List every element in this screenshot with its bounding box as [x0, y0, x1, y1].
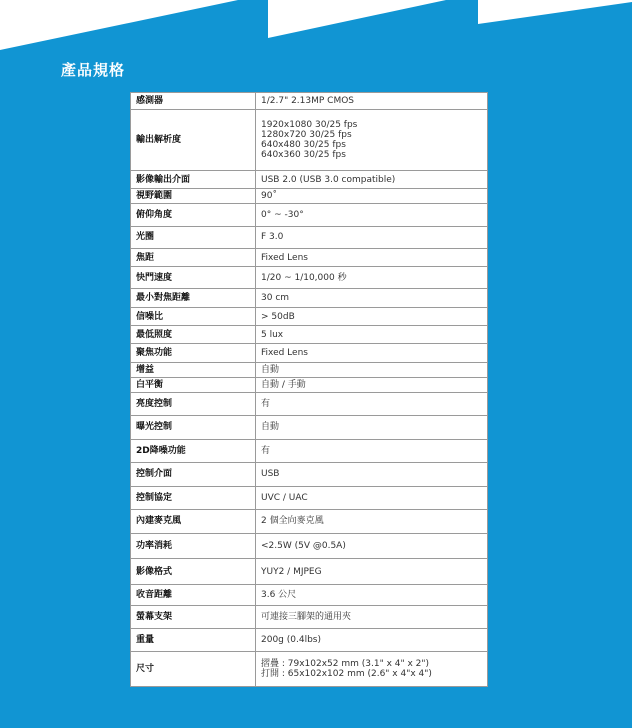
spec-label: 螢幕支架 — [131, 606, 256, 628]
spec-label: 影像格式 — [131, 559, 256, 585]
spec-value — [256, 326, 488, 344]
spec-value — [256, 463, 488, 487]
spec-row — [131, 171, 488, 189]
spec-label: 尺寸 — [131, 652, 256, 687]
spec-label: 功率消耗 — [131, 533, 256, 559]
spec-row — [131, 308, 488, 326]
spec-value — [256, 628, 488, 652]
spec-row — [131, 463, 488, 487]
spec-row — [131, 606, 488, 628]
spec-value-line: 2 個全向麥克風 — [261, 516, 324, 527]
white-stripe-right — [478, 0, 632, 24]
spec-row — [131, 510, 488, 534]
spec-label: 影像輸出介面 — [131, 171, 256, 189]
spec-label: 增益 — [131, 362, 256, 377]
spec-value-line: 有 — [261, 398, 271, 409]
spec-label: 白平衡 — [131, 377, 256, 392]
spec-value-line: 5 lux — [261, 329, 284, 340]
spec-value — [256, 416, 488, 440]
header-decoration — [0, 0, 632, 60]
spec-value — [256, 392, 488, 416]
section-title: 產品規格 — [61, 61, 126, 79]
spec-value-line: YUY2 / MJPEG — [261, 566, 322, 577]
spec-label: 2D降噪功能 — [131, 439, 256, 463]
spec-table-body — [131, 93, 488, 687]
spec-value — [256, 226, 488, 248]
spec-value-line: USB — [261, 469, 280, 480]
spec-row — [131, 486, 488, 510]
spec-label: 曝光控制 — [131, 416, 256, 440]
spec-label: 焦距 — [131, 249, 256, 267]
spec-row — [131, 439, 488, 463]
spec-label: 重量 — [131, 628, 256, 652]
spec-row — [131, 628, 488, 652]
spec-label: 光圈 — [131, 226, 256, 248]
spec-label: 控制協定 — [131, 486, 256, 510]
spec-label: 內建麥克風 — [131, 510, 256, 534]
spec-value-line: 打開 : 65x102x102 mm (2.6" x 4"x 4") — [261, 669, 432, 680]
spec-value-line: Fixed Lens — [261, 252, 308, 263]
spec-value-line: 自動 / 手動 — [261, 379, 306, 390]
spec-value-line: 640x360 30/25 fps — [261, 150, 346, 161]
spec-label: 視野範圍 — [131, 189, 256, 204]
spec-value — [256, 533, 488, 559]
spec-value-line: 有 — [261, 445, 271, 456]
spec-value — [256, 267, 488, 288]
spec-value — [256, 486, 488, 510]
spec-row — [131, 416, 488, 440]
spec-value-line: Fixed Lens — [261, 348, 308, 358]
spec-value — [256, 93, 488, 110]
spec-value — [256, 559, 488, 585]
spec-label: 俯仰角度 — [131, 204, 256, 226]
spec-row — [131, 226, 488, 248]
spec-value-line: 3.6 公尺 — [261, 590, 297, 601]
spec-row — [131, 110, 488, 171]
spec-value-line: 摺疊 : 79x102x52 mm (3.1" x 4" x 2") — [261, 659, 430, 670]
spec-value — [256, 308, 488, 326]
spec-value-line: F 3.0 — [261, 232, 284, 243]
spec-value — [256, 344, 488, 362]
spec-value-line: <2.5W (5V @0.5A) — [261, 541, 346, 552]
spec-value-line: > 50dB — [261, 311, 295, 322]
spec-label: 最低照度 — [131, 326, 256, 344]
spec-row — [131, 204, 488, 226]
spec-value-line: 640x480 30/25 fps — [261, 140, 346, 151]
spec-label: 收音距離 — [131, 585, 256, 606]
spec-value — [256, 362, 488, 377]
spec-row — [131, 189, 488, 204]
spec-row — [131, 267, 488, 288]
spec-value — [256, 585, 488, 606]
spec-label: 輸出解析度 — [131, 110, 256, 171]
spec-row — [131, 93, 488, 110]
spec-label: 控制介面 — [131, 463, 256, 487]
spec-label: 最小對焦距離 — [131, 288, 256, 307]
spec-row — [131, 288, 488, 307]
spec-row — [131, 585, 488, 606]
spec-row — [131, 344, 488, 362]
spec-label: 快門速度 — [131, 267, 256, 288]
spec-value-line: 1/2.7" 2.13MP CMOS — [261, 96, 355, 107]
spec-label: 亮度控制 — [131, 392, 256, 416]
spec-row — [131, 377, 488, 392]
spec-label: 信噪比 — [131, 308, 256, 326]
spec-row — [131, 362, 488, 377]
spec-value — [256, 110, 488, 171]
white-stripe-middle — [268, 0, 446, 38]
spec-value-line: 1920x1080 30/25 fps — [261, 120, 358, 131]
spec-value — [256, 288, 488, 307]
spec-value — [256, 510, 488, 534]
spec-value — [256, 204, 488, 226]
spec-value — [256, 249, 488, 267]
spec-value — [256, 189, 488, 204]
spec-row — [131, 392, 488, 416]
spec-value — [256, 652, 488, 687]
spec-row — [131, 249, 488, 267]
spec-row — [131, 652, 488, 687]
spec-value-line: 200g (0.4lbs) — [261, 635, 321, 646]
spec-value-line: 90˚ — [261, 191, 277, 202]
spec-value-line: USB 2.0 (USB 3.0 compatible) — [261, 174, 396, 185]
spec-value — [256, 171, 488, 189]
spec-value-line: 1/20 ~ 1/10,000 秒 — [261, 272, 347, 283]
spec-value — [256, 439, 488, 463]
spec-value-line: 自動 — [261, 364, 280, 375]
spec-value — [256, 606, 488, 628]
spec-value-line: 1280x720 30/25 fps — [261, 130, 352, 141]
spec-row — [131, 326, 488, 344]
spec-value-line: 自動 — [261, 422, 280, 433]
spec-label: 聚焦功能 — [131, 344, 256, 362]
white-stripe-left — [0, 0, 238, 50]
spec-value — [256, 377, 488, 392]
spec-row — [131, 559, 488, 585]
spec-value-line: UVC / UAC — [261, 492, 308, 503]
spec-table — [130, 92, 488, 687]
spec-row — [131, 533, 488, 559]
spec-value-line: 0° ~ -30° — [261, 210, 304, 220]
spec-label: 感測器 — [131, 93, 256, 110]
spec-value-line: 30 cm — [261, 292, 290, 303]
spec-value-line: 可連接三腳架的通用夾 — [261, 612, 352, 623]
